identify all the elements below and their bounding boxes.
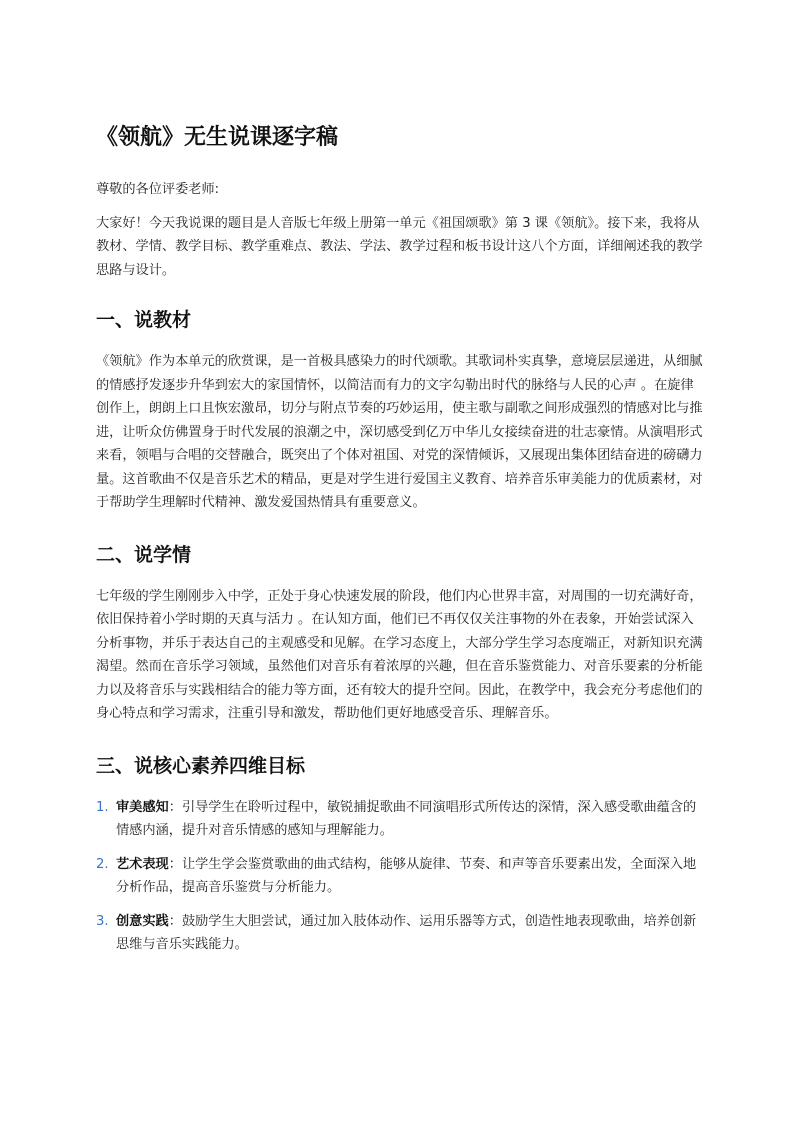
- list-item: [96, 796, 703, 843]
- goal-separator: ：: [168, 799, 182, 815]
- goal-text: 引导学生在聆听过程中，敏锐捕捉歌曲不同演唱形式所传达的深情，深入感受歌曲蕴含的情感内涵，提升对音乐情感的感知与理解能力。: [116, 799, 697, 838]
- goal-separator: ：: [168, 913, 182, 929]
- goal-separator: ：: [168, 856, 182, 872]
- intro-paragraph: 大家好！今天我说课的题目是人音版七年级上册第一单元《祖国颂歌》第 3 课《领航》。接下来，我将从教材、学情、教学目标、教学重难点、教法、学法、教学过程和板书设计这八个方面，详细阐述我的教学思路与设计。: [96, 215, 703, 278]
- goal-text: 让学生学会鉴赏歌曲的曲式结构，能够从旋律、节奏、和声等音乐要素出发，全面深入地分析作品，提高音乐鉴赏与分析能力。: [116, 856, 697, 895]
- document-title: 《领航》无生说课逐字稿: [96, 125, 339, 150]
- section-heading-textbook: 一、说教材: [96, 309, 192, 331]
- section-heading-goals: 三、说核心素养四维目标: [96, 754, 306, 777]
- goal-term: 艺术表现: [116, 856, 169, 872]
- greeting: 尊敬的各位评委老师:: [96, 182, 220, 197]
- goal-term: 创意实践: [116, 913, 169, 929]
- section-body-students: 七年级的学生刚刚步入中学，正处于身心快速发展的阶段，他们内心世界丰富，对周围的一切充满好奇，依旧保持着小学时期的天真与活力 。在认知方面，他们已不再仅仅关注事物的外在表象，开始尝试深入分析事物，并乐于表达自己的主观感受和见解。在学习态度上，大部分学生学习态度端正，对新知识充满渴望。然而在音乐学习领域，虽然他们对音乐有着浓厚的兴趣，但在音乐鉴赏能力、对音乐要素的分析能力以及将音乐与实践相结合的能力等方面，还有较大的提升空间。因此，在教学中，我会充分考虑他们的身心特点和学习需求，注重引导和激发，帮助他们更好地感受音乐、理解音乐。: [96, 588, 703, 721]
- section-body-textbook: 《领航》作为本单元的欣赏课，是一首极具感染力的时代颂歌。其歌词朴实真挚，意境层层递进，从细腻的情感抒发逐步升华到宏大的家国情怀，以简洁而有力的文字勾勒出时代的脉络与人民的心声 。在旋律创作上，朗朗上口且恢宏激昂，切分与附点节奏的巧妙运用，使主歌与副歌之间形成强烈的情感对比与推进，让听众仿佛置身于时代发展的浪潮之中，深切感受到亿万中华儿女接续奋进的壮志豪情。从演唱形式来看，领唱与合唱的交替融合，既突出了个体对祖国、对党的深情倾诉，又展现出集体团结奋进的磅礴力量。这首歌曲不仅是音乐艺术的精品，更是对学生进行爱国主义教育、培养音乐审美能力的优质素材，对于帮助学生理解时代精神、激发爱国热情具有重要意义。: [96, 354, 703, 510]
- goals-list: [96, 796, 703, 957]
- section-heading-students: 二、说学情: [96, 543, 192, 566]
- goal-term: 审美感知: [116, 799, 169, 815]
- list-number: 2.: [96, 856, 109, 872]
- list-item: [96, 910, 703, 957]
- list-number: 3.: [96, 913, 109, 929]
- goal-text: 鼓励学生大胆尝试，通过加入肢体动作、运用乐器等方式，创造性地表现歌曲，培养创新思维与音乐实践能力。: [116, 913, 697, 952]
- list-number: 1.: [96, 799, 109, 815]
- list-item: [96, 853, 703, 900]
